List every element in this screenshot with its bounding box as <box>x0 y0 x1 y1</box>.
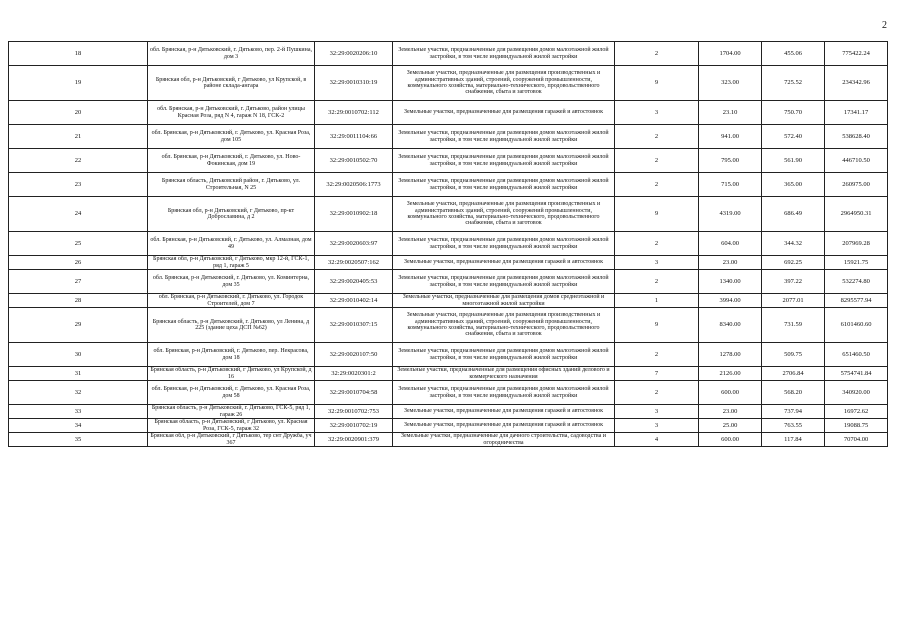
group-cell: 3 <box>615 405 699 419</box>
specific-value-cell: 731.59 <box>762 308 825 343</box>
specific-value-cell: 117.84 <box>762 433 825 447</box>
page-number: 2 <box>882 20 887 31</box>
cadastral-value-cell: 16972.62 <box>825 405 888 419</box>
row-number: 32 <box>9 381 148 405</box>
cadastral-number-cell: 32:29:0010402:14 <box>315 294 393 308</box>
group-cell: 2 <box>615 173 699 197</box>
cadastral-number-cell: 32:29:0010902:18 <box>315 197 393 232</box>
cadastral-number-cell: 32:29:0020901:379 <box>315 433 393 447</box>
cadastral-value-cell: 260975.00 <box>825 173 888 197</box>
address-cell: Брянская обл, р-н Дятьковский, г Дятьково, мкр 12-й, ГСК-1, ряд 1, гараж 5 <box>148 256 315 270</box>
cadastral-value-cell: 5754741.84 <box>825 367 888 381</box>
group-cell: 9 <box>615 66 699 101</box>
specific-value-cell: 455.06 <box>762 42 825 66</box>
area-cell: 600.00 <box>699 381 762 405</box>
area-cell: 23.10 <box>699 101 762 125</box>
specific-value-cell: 737.94 <box>762 405 825 419</box>
specific-value-cell: 725.52 <box>762 66 825 101</box>
land-use-cell: Земельные участки, предназначенные для размещения производственных и административных зданий, строений, сооружений промышленности, коммунального хозяйства, материально-технического, продовольственного снабжения, сбыта и заготовок <box>393 308 615 343</box>
group-cell: 1 <box>615 294 699 308</box>
row-number: 27 <box>9 270 148 294</box>
table-row <box>9 343 888 367</box>
row-number: 28 <box>9 294 148 308</box>
row-number: 23 <box>9 173 148 197</box>
land-use-cell: Земельные участки, предназначенные для размещения домов малоэтажной жилой застройки, в том числе индивидуальной жилой застройки <box>393 173 615 197</box>
area-cell: 795.00 <box>699 149 762 173</box>
land-use-cell: Земельные участки, предназначенные для размещения домов среднеэтажной и многоэтажной жилой застройки <box>393 294 615 308</box>
area-cell: 25.00 <box>699 419 762 433</box>
land-use-cell: Земельные участки, предназначенные для размещения домов малоэтажной жилой застройки, в том числе индивидуальной жилой застройки <box>393 149 615 173</box>
cadastral-number-cell: 32:29:0010702:112 <box>315 101 393 125</box>
cadastral-value-cell: 234342.96 <box>825 66 888 101</box>
row-number: 18 <box>9 42 148 66</box>
area-cell: 1340.00 <box>699 270 762 294</box>
cadastral-number-cell: 32:29:0020301:2 <box>315 367 393 381</box>
row-number: 30 <box>9 343 148 367</box>
cadastral-number-cell: 32:29:0020603:97 <box>315 232 393 256</box>
land-use-cell: Земельные участки, предназначенные для дачного строительства, садоводства и огородничества <box>393 433 615 447</box>
specific-value-cell: 344.32 <box>762 232 825 256</box>
cadastral-number-cell: 32:29:0010702:19 <box>315 419 393 433</box>
group-cell: 2 <box>615 149 699 173</box>
cadastral-number-cell: 32:29:0010704:58 <box>315 381 393 405</box>
row-number: 25 <box>9 232 148 256</box>
row-number: 31 <box>9 367 148 381</box>
land-use-cell: Земельные участки, предназначенные для размещения домов малоэтажной жилой застройки, в том числе индивидуальной жилой застройки <box>393 125 615 149</box>
group-cell: 2 <box>615 125 699 149</box>
group-cell: 2 <box>615 381 699 405</box>
land-use-cell: Земельные участки, предназначенные для размещения офисных зданий делового и коммерческого назначения <box>393 367 615 381</box>
row-number: 29 <box>9 308 148 343</box>
cadastral-value-cell: 532274.80 <box>825 270 888 294</box>
area-cell: 600.00 <box>699 433 762 447</box>
table-body <box>9 42 888 447</box>
row-number: 20 <box>9 101 148 125</box>
group-cell: 3 <box>615 256 699 270</box>
land-use-cell: Земельные участки, предназначенные для размещения гаражей и автостоянок <box>393 419 615 433</box>
cadastral-number-cell: 32:29:0010310:19 <box>315 66 393 101</box>
address-cell: обл. Брянская, р-н Дятьковский, г. Дятьково, ул. Алмазная, дом 49 <box>148 232 315 256</box>
cadastral-number-cell: 32:29:0020107:50 <box>315 343 393 367</box>
cadastral-value-cell: 15921.75 <box>825 256 888 270</box>
land-use-cell: Земельные участки, предназначенные для размещения домов малоэтажной жилой застройки, в том числе индивидуальной жилой застройки <box>393 343 615 367</box>
area-cell: 715.00 <box>699 173 762 197</box>
cadastral-value-cell: 207969.28 <box>825 232 888 256</box>
address-cell: Брянская область, Дятьковский район, г. Дятьково, ул. Строительная, N 25 <box>148 173 315 197</box>
table-row <box>9 433 888 447</box>
cadastral-number-cell: 32:29:0020206:10 <box>315 42 393 66</box>
cadastral-number-cell: 32:29:0010502:70 <box>315 149 393 173</box>
table-row <box>9 381 888 405</box>
group-cell: 9 <box>615 308 699 343</box>
group-cell: 9 <box>615 197 699 232</box>
row-number: 33 <box>9 405 148 419</box>
specific-value-cell: 568.20 <box>762 381 825 405</box>
table-row <box>9 125 888 149</box>
address-cell: Брянская область, р-н Дятьковский, г. Дятьково, ул Ленина, д 225 (здание цеха ДСП №62) <box>148 308 315 343</box>
group-cell: 2 <box>615 343 699 367</box>
cadastral-number-cell: 32:29:0020405:53 <box>315 270 393 294</box>
cadastral-number-cell: 32:29:0010307:15 <box>315 308 393 343</box>
cadastral-value-cell: 538628.40 <box>825 125 888 149</box>
area-cell: 1704.00 <box>699 42 762 66</box>
land-use-cell: Земельные участки, предназначенные для размещения гаражей и автостоянок <box>393 405 615 419</box>
land-use-cell: Земельные участки, предназначенные для размещения производственных и административных зданий, строений, сооружений промышленности, коммунального хозяйства, материально-технического, продовольственного снабжения, сбыта и заготовок <box>393 66 615 101</box>
group-cell: 3 <box>615 419 699 433</box>
group-cell: 2 <box>615 270 699 294</box>
row-number: 24 <box>9 197 148 232</box>
land-use-cell: Земельные участки, предназначенные для размещения домов малоэтажной жилой застройки, в том числе индивидуальной жилой застройки <box>393 270 615 294</box>
row-number: 26 <box>9 256 148 270</box>
table-row <box>9 419 888 433</box>
specific-value-cell: 763.55 <box>762 419 825 433</box>
cadastral-value-cell: 70704.00 <box>825 433 888 447</box>
land-use-cell: Земельные участки, предназначенные для размещения производственных и административных зданий, строений, сооружений промышленности, коммунального хозяйства, материально-технического, продовольственного снабжения, сбыта и заготовок <box>393 197 615 232</box>
address-cell: Брянская обл, р-н Дятьковский, г Дятьково, тер снт Дружба, уч 367 <box>148 433 315 447</box>
cadastral-number-cell: 32:29:0020507:162 <box>315 256 393 270</box>
cadastral-value-cell: 6101460.60 <box>825 308 888 343</box>
table-row <box>9 367 888 381</box>
area-cell: 23.00 <box>699 256 762 270</box>
cadastral-value-cell: 2964950.31 <box>825 197 888 232</box>
area-cell: 604.00 <box>699 232 762 256</box>
specific-value-cell: 2706.84 <box>762 367 825 381</box>
land-use-cell: Земельные участки, предназначенные для размещения гаражей и автостоянок <box>393 101 615 125</box>
cadastral-number-cell: 32:29:0010702:753 <box>315 405 393 419</box>
specific-value-cell: 572.40 <box>762 125 825 149</box>
table-row <box>9 101 888 125</box>
area-cell: 3994.00 <box>699 294 762 308</box>
address-cell: обл. Брянская, р-н Дятьковский, г. Дятьково, ул. Городок Строителей, дом 7 <box>148 294 315 308</box>
cadastral-value-table <box>8 41 888 447</box>
row-number: 21 <box>9 125 148 149</box>
row-number: 22 <box>9 149 148 173</box>
cadastral-value-cell: 446710.50 <box>825 149 888 173</box>
address-cell: Брянская обл, р-н Дятьковский, г Дятьково, ул Крупской, в районе склада-ангара <box>148 66 315 101</box>
address-cell: обл. Брянская, р-н Дятьковский, г. Дятьково, ул. Коминтерна, дом 35 <box>148 270 315 294</box>
specific-value-cell: 509.75 <box>762 343 825 367</box>
address-cell: обл. Брянская, р-н Дятьковский, г. Дятьково, ул. Красная Роза, дом 58 <box>148 381 315 405</box>
table-row <box>9 149 888 173</box>
row-number: 19 <box>9 66 148 101</box>
group-cell: 2 <box>615 232 699 256</box>
table-row <box>9 66 888 101</box>
group-cell: 4 <box>615 433 699 447</box>
cadastral-value-cell: 17341.17 <box>825 101 888 125</box>
address-cell: обл. Брянская, р-н Дятьковский, г. Дятьково, район улицы Красная Роза, ряд N 4, гараж N 18, ГСК-2 <box>148 101 315 125</box>
address-cell: обл. Брянская, р-н Дятьковский, г. Дятьково, пер. Некрасова, дом 18 <box>148 343 315 367</box>
table-row <box>9 270 888 294</box>
area-cell: 323.00 <box>699 66 762 101</box>
address-cell: обл. Брянская, р-н Дятьковский, г. Дятьково, пер. 2-й Пушкина, дом 3 <box>148 42 315 66</box>
area-cell: 4319.00 <box>699 197 762 232</box>
table-row <box>9 232 888 256</box>
cadastral-value-cell: 651460.50 <box>825 343 888 367</box>
address-cell: обл. Брянская, р-н Дятьковский, г. Дятьково, ул. Ново-Фокинская, дом 19 <box>148 149 315 173</box>
cadastral-value-cell: 340920.00 <box>825 381 888 405</box>
specific-value-cell: 2077.01 <box>762 294 825 308</box>
land-use-cell: Земельные участки, предназначенные для размещения гаражей и автостоянок <box>393 256 615 270</box>
address-cell: Брянская область, р-н Дятьковский, г Дятьково, ул. Красная Роза, ГСК-5, гараж 32 <box>148 419 315 433</box>
cadastral-number-cell: 32:29:0020506:1773 <box>315 173 393 197</box>
group-cell: 2 <box>615 42 699 66</box>
address-cell: Брянская область, р-н Дятьковский, г Дятьково, ул Крупской, д 16 <box>148 367 315 381</box>
specific-value-cell: 561.90 <box>762 149 825 173</box>
table-row <box>9 173 888 197</box>
address-cell: Брянская область, р-н Дятьковский, г. Дятьково, ГСК-5, ряд 1, гараж 26 <box>148 405 315 419</box>
table-row <box>9 42 888 66</box>
land-use-cell: Земельные участки, предназначенные для размещения домов малоэтажной жилой застройки, в том числе индивидуальной жилой застройки <box>393 381 615 405</box>
land-use-cell: Земельные участки, предназначенные для размещения домов малоэтажной жилой застройки, в том числе индивидуальной жилой застройки <box>393 42 615 66</box>
table-row <box>9 405 888 419</box>
address-cell: Брянская обл, р-н Дятьковский, г Дятьково, пр-кт Доброславина, д 2 <box>148 197 315 232</box>
address-cell: обл. Брянская, р-н Дятьковский, г. Дятьково, ул. Красная Роза, дом 105 <box>148 125 315 149</box>
cadastral-value-cell: 8295577.94 <box>825 294 888 308</box>
area-cell: 23.00 <box>699 405 762 419</box>
area-cell: 8340.00 <box>699 308 762 343</box>
specific-value-cell: 686.49 <box>762 197 825 232</box>
cadastral-value-cell: 19088.75 <box>825 419 888 433</box>
specific-value-cell: 397.22 <box>762 270 825 294</box>
area-cell: 941.00 <box>699 125 762 149</box>
group-cell: 7 <box>615 367 699 381</box>
table-row <box>9 197 888 232</box>
specific-value-cell: 692.25 <box>762 256 825 270</box>
row-number: 35 <box>9 433 148 447</box>
area-cell: 2126.00 <box>699 367 762 381</box>
table-row <box>9 308 888 343</box>
table-row <box>9 256 888 270</box>
table-row <box>9 294 888 308</box>
group-cell: 3 <box>615 101 699 125</box>
specific-value-cell: 365.00 <box>762 173 825 197</box>
cadastral-number-cell: 32:29:0011104:66 <box>315 125 393 149</box>
cadastral-value-cell: 775422.24 <box>825 42 888 66</box>
land-use-cell: Земельные участки, предназначенные для размещения домов малоэтажной жилой застройки, в том числе индивидуальной жилой застройки <box>393 232 615 256</box>
row-number: 34 <box>9 419 148 433</box>
specific-value-cell: 750.70 <box>762 101 825 125</box>
area-cell: 1278.00 <box>699 343 762 367</box>
